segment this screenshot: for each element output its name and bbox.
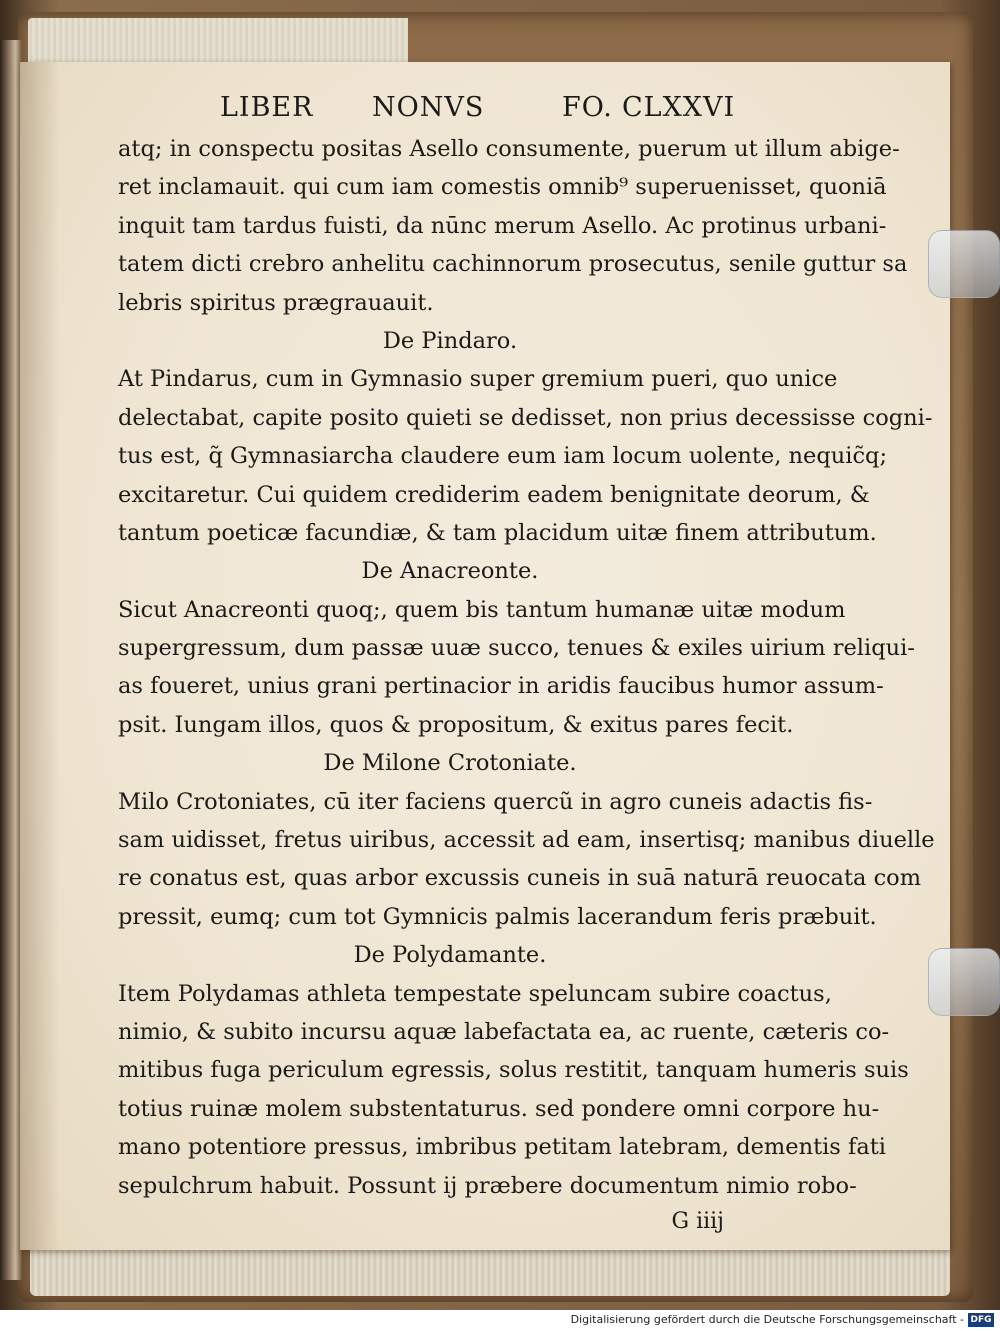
section-heading-anacreon: De Anacreonte. xyxy=(361,558,539,585)
section-heading-polydamas: De Polydamante. xyxy=(353,942,547,969)
upper-clasp xyxy=(928,230,1000,298)
page-text xyxy=(118,86,935,1239)
text-line: Milo Crotoniates, cū iter faciens quercũ in agro cuneis adactis fis- xyxy=(118,788,873,815)
text-line: sam uidisset, fretus uiribus, accessit ad eam, insertisq; manibus diuelle xyxy=(118,827,935,854)
text-line: atq; in conspectu positas Asello consumente, puerum ut illum abige- xyxy=(118,136,900,162)
gutter-shadow xyxy=(20,62,60,1250)
text-line: psit. Iungam illos, quos & propositum, & exitus pares fecit. xyxy=(118,711,794,738)
text-line: re conatus est, quas arbor excussis cuneis in suā naturā reuocata com xyxy=(118,865,922,892)
text-line: mano potentiore pressus, imbribus petitam latebram, dementis fati xyxy=(118,1134,886,1161)
text-line: supergressum, dum passæ uuæ succo, tenues & exiles uirium reliqui- xyxy=(118,635,915,662)
section-heading-pindarus: De Pindaro. xyxy=(382,327,518,354)
lower-clasp xyxy=(928,948,1000,1016)
text-line: tus est, q̃ Gymnasiarcha claudere eum iam locum uolente, nequic̃q; xyxy=(118,443,888,470)
text-line: pressit, eumq; cum tot Gymnicis palmis lacerandum feris præbuit. xyxy=(118,903,877,930)
book-spine xyxy=(0,40,22,1280)
text-line: lebris spiritus prægrauauit. xyxy=(118,289,434,316)
section-heading-milo: De Milone Crotoniate. xyxy=(323,750,577,777)
text-line: Sicut Anacreonti quoq;, quem bis tantum humanæ uitæ modum xyxy=(118,596,846,623)
running-head-liber: LIBER xyxy=(220,92,314,123)
text-line: mitibus fuga periculum egressis, solus restitit, tanquam humeris suis xyxy=(118,1057,909,1084)
text-line: delectabat, capite posito quieti se dedisset, non prius decessisse cogni- xyxy=(118,404,933,431)
text-line: as foueret, unius grani pertinacior in aridis faucibus humor assum- xyxy=(118,673,884,700)
text-line: nimio, & subito incursu aquæ labefactata ea, ac ruente, cæteris co- xyxy=(118,1018,890,1045)
funding-credit: Digitalisierung gefördert durch die Deutsche Forschungsgemeinschaft - xyxy=(570,1313,964,1326)
text-line: At Pindarus, cum in Gymnasio super gremium pueri, quo unice xyxy=(118,366,838,393)
running-head-nonus: NONVS xyxy=(372,92,485,123)
running-head-fo: FO. xyxy=(562,92,613,123)
text-line: excitaretur. Cui quidem crediderim eadem benignitate deorum, & xyxy=(118,481,870,508)
text-line: tatem dicti crebro anhelitu cachinnorum prosecutus, senile guttur sa xyxy=(118,251,908,278)
text-line: tantum poeticæ facundiæ, & tam placidum uitæ finem attributum. xyxy=(118,519,877,546)
text-line: inquit tam tardus fuisti, da nūnc merum Asello. Ac protinus urbani- xyxy=(118,212,887,239)
text-line: totius ruinæ molem substentaturus. sed pondere omni corpore hu- xyxy=(118,1095,880,1122)
dfg-logo: DFG xyxy=(968,1313,994,1327)
text-line: Item Polydamas athleta tempestate speluncam subire coactus, xyxy=(118,980,832,1007)
text-line: sepulchrum habuit. Possunt ij præbere documentum nimio robo- xyxy=(118,1172,857,1199)
folio-number: CLXXVI xyxy=(622,92,736,123)
signature-mark: G iiij xyxy=(671,1208,724,1234)
text-line: ret inclamauit. qui cum iam comestis omnib⁹ superuenisset, quoniā xyxy=(118,174,887,201)
running-head xyxy=(118,86,798,130)
